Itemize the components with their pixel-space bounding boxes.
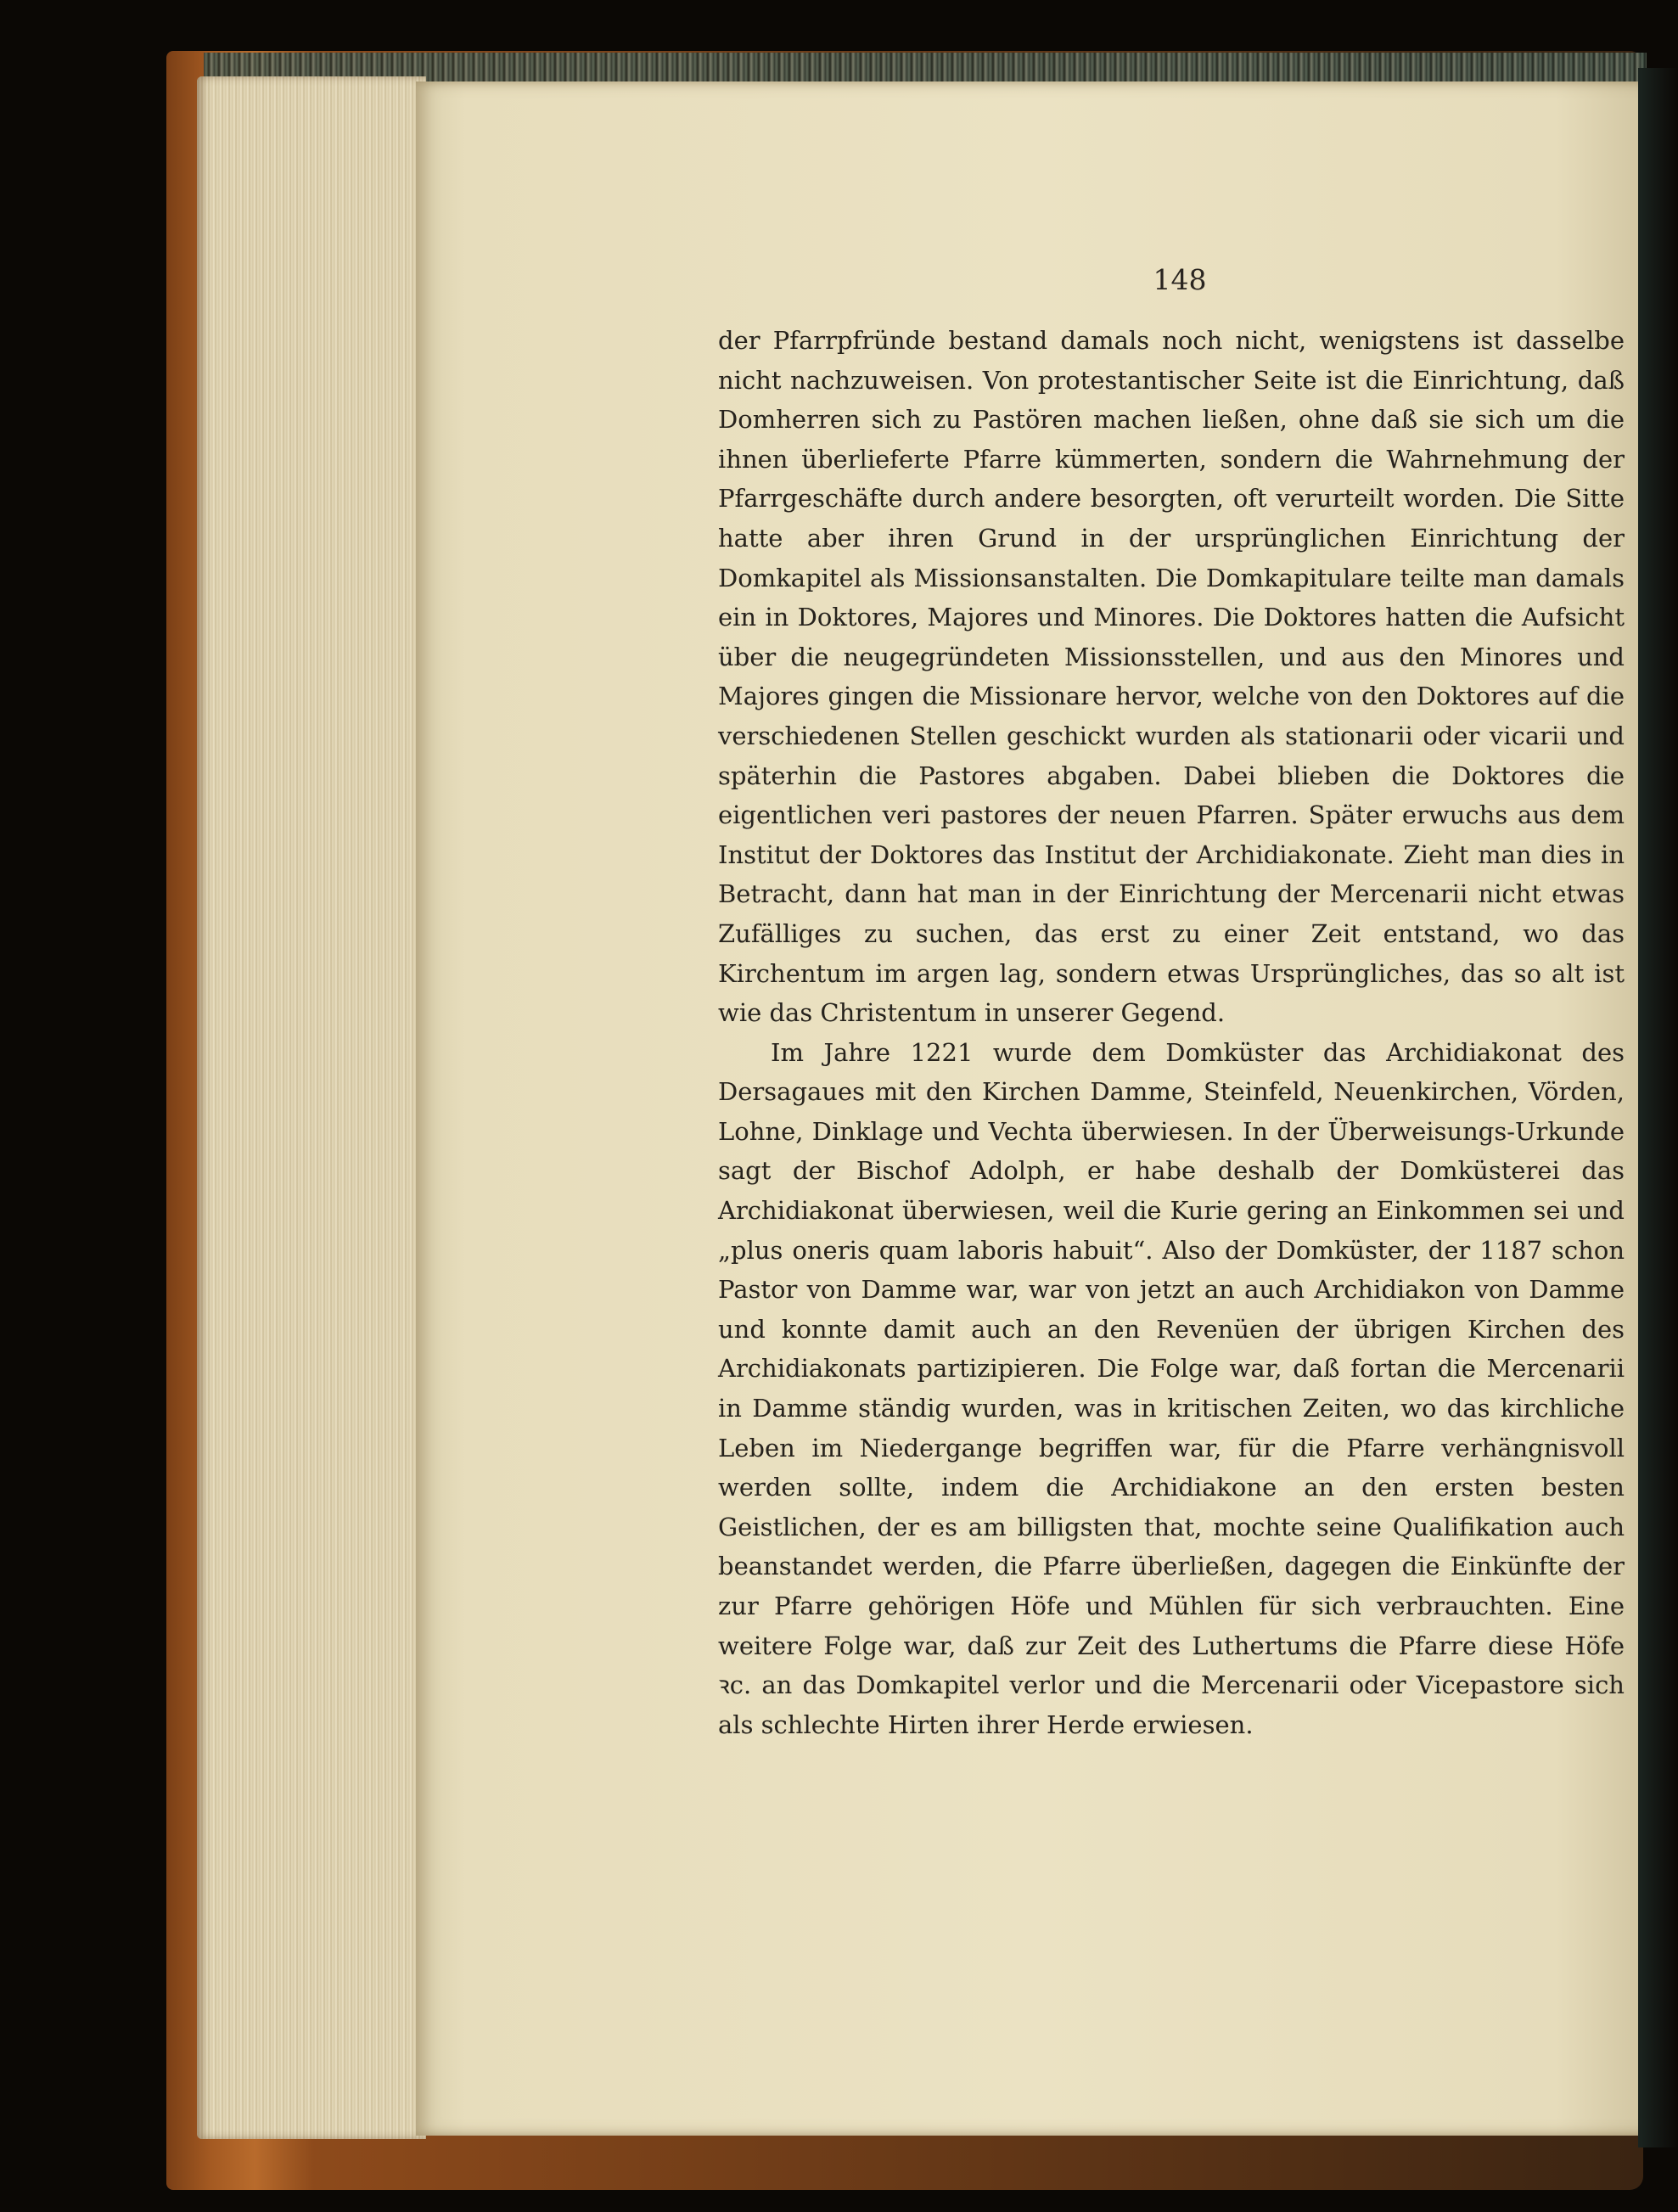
paragraph-2: Im Jahre 1221 wurde dem Domküster das Archidiakonat des Dersagaues mit den Kirchen Damme, Steinfeld, Neuenkirchen, Vörden, Lohne, Dinklage und Vechta überwiesen. In der Überweisungs-Urkunde sagt der Bischof Adolph, er habe deshalb der Domküsterei das Archidiakonat überwiesen, weil die Kurie gering an Einkommen sei und „plus oneris quam laboris habuit“. Also der Domküster, der 1187 schon Pastor von Damme war, war von jetzt an auch Archidiakon von Damme und konnte damit auch an den Revenüen der übrigen Kirchen des Archidiakonats partizipieren. Die Folge war, daß fortan die Mercenarii in Damme ständig wurden, was in kritischen Zeiten, wo das kirchliche Leben im Niedergange begriffen war, für die Pfarre verhängnisvoll werden sollte, indem die Archidiakone an den ersten besten Geistlichen, der es am billigsten that, mochte seine Qualifikation auch beanstandet werden, die Pfarre überließen, dagegen die Einkünfte der zur Pfarre gehörigen Höfe und Mühlen für sich verbrauchten. Eine weitere Folge war, daß zur Zeit des Luthertums die Pfarre diese Höfe ꝛc. an das Domkapitel verlor und die Mercenarii oder Vicepastore sich als schlechte Hirten ihrer Herde erwiesen.: [718, 1037, 1625, 1739]
paragraph-1: der Pfarrpfründe bestand damals noch nicht, wenigstens ist dasselbe nicht nachzuweisen. Von protestantischer Seite ist die Einrichtung, daß Domherren sich zu Pastören machen ließen, ohne daß sie sich um die ihnen überlieferte Pfarre kümmerten, sondern die Wahrnehmung der Pfarrgeschäfte durch andere besorgten, oft verurteilt worden. Die Sitte hatte aber ihren Grund in der ursprünglichen Einrichtung der Domkapitel als Missionsanstalten. Die Domkapitulare teilte man damals ein in Doktores, Majores und Minores. Die Doktores hatten die Aufsicht über die neugegründeten Missionsstellen, und aus den Minores und Majores gingen die Missionare hervor, welche von den Doktores auf die verschiedenen Stellen geschickt wurden als stationarii oder vicarii und späterhin die Pastores abgaben. Dabei blieben die Doktores die eigentlichen veri pastores der neuen Pfarren. Später erwuchs aus dem Institut der Doktores das Institut der Archidiakonate. Zieht man dies in Betracht, dann hat man in der Einrichtung der Mercenarii nicht etwas Zufälliges zu suchen, das erst zu einer Zeit entstand, wo das Kirchentum im argen lag, sondern etwas Ursprüngliches, das so alt ist wie das Christentum in unserer Gegend.: [718, 326, 1625, 1028]
page-stack-edge: [197, 76, 426, 2139]
page-number: 148: [1153, 263, 1207, 296]
page-text: [718, 321, 1625, 1744]
right-page-edge: [1638, 68, 1678, 2147]
